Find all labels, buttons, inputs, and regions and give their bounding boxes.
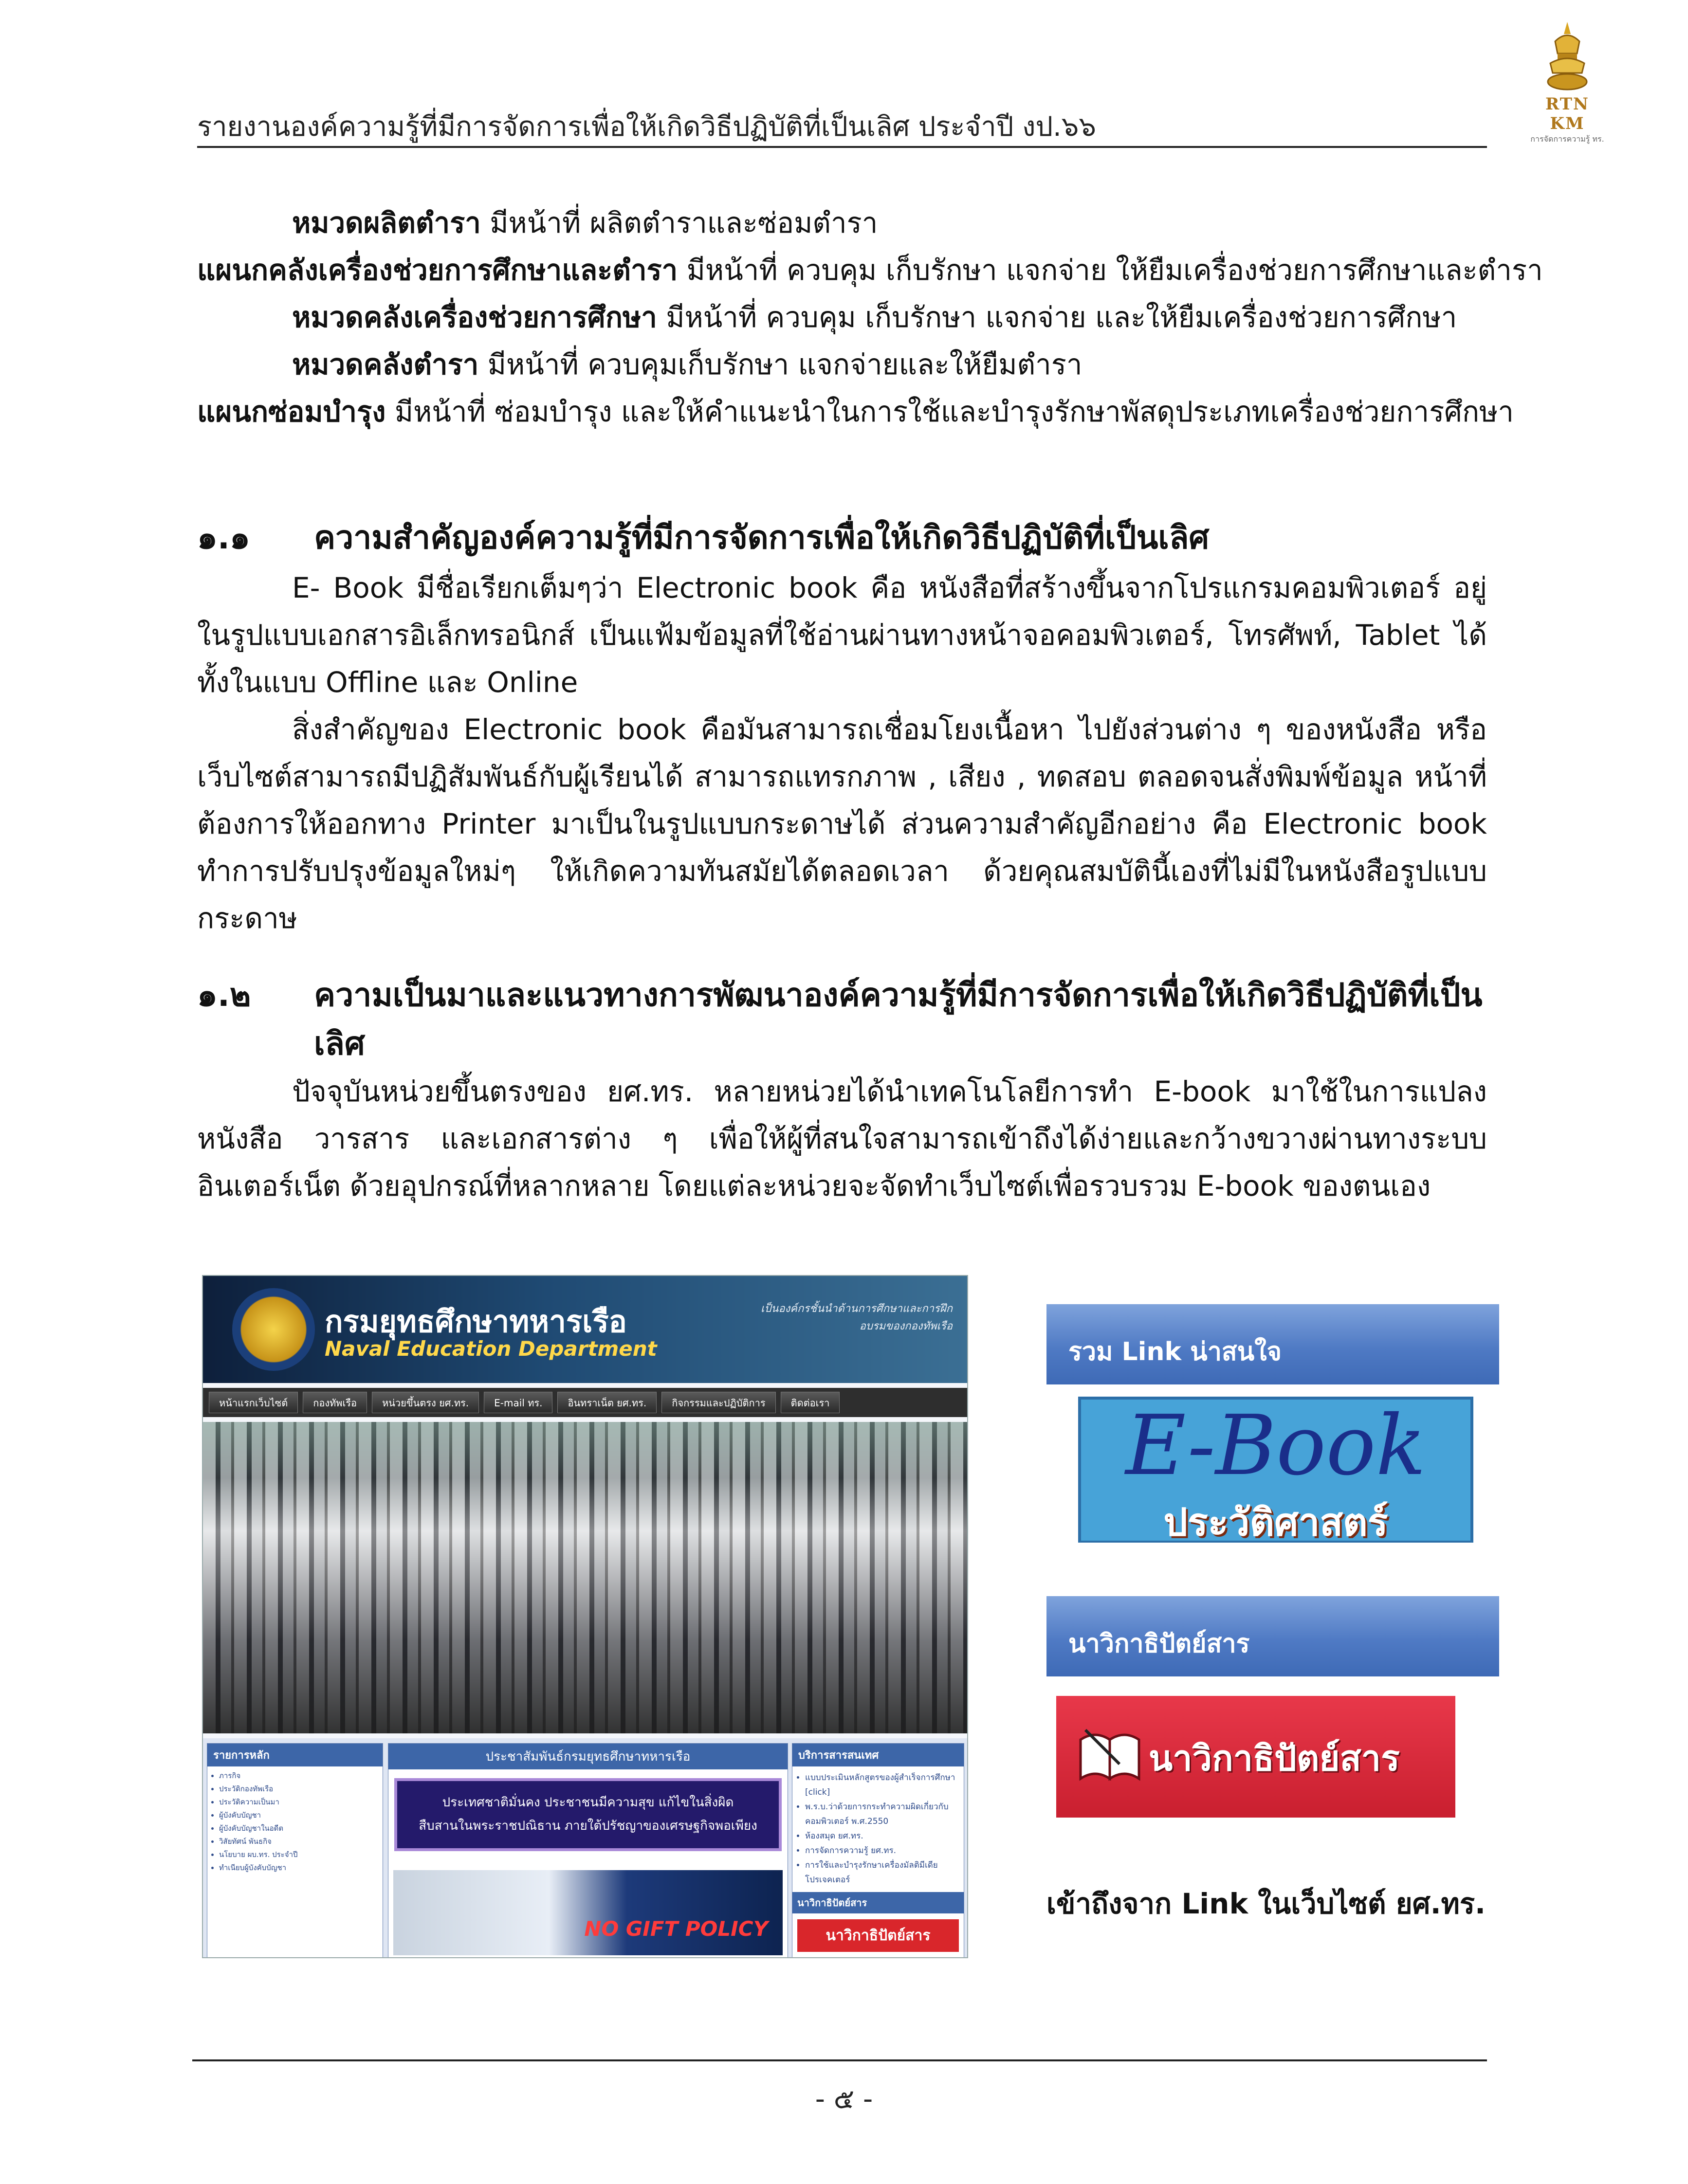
department-name: หมวดผลิตตำรา [292,206,481,239]
nav-item[interactable]: หน้าแรกเว็บไซต์ [209,1392,298,1413]
links-panel-title: รวม Link น่าสนใจ [1068,1337,1282,1366]
sidebar-link[interactable]: • ทำเนียบผู้บังคับบัญชา [219,1861,383,1875]
nav-item[interactable]: หน่วยขึ้นตรง ยศ.ทร. [372,1392,479,1413]
no-gift-policy-poster[interactable] [393,1870,783,1955]
sidebar-link[interactable]: • ประวัติความเป็นมา [219,1796,383,1809]
section-title: ความสำคัญองค์ความรู้ที่มีการจัดการเพื่อให้เกิดวิธีปฏิบัติที่เป็นเลิศ [314,519,1210,556]
section-paragraph: E- Book มีชื่อเรียกเต็มๆว่า Electronic book คือ หนังสือที่สร้างขึ้นจากโปรแกรมคอมพิวเตอร์ อยู่ในรูปแบบเอกสารอิเล็กทรอนิกส์ เป็นแฟ้มข้อมูลที่ใช้อ่านผ่านทางหน้าจอคอมพิวเตอร์, โทรศัพท์, Tablet ได้ทั้งในแบบ Offline และ Online [197,571,1487,699]
navi-journal-panel [1046,1596,1499,1825]
sidebar-link[interactable]: • ภารกิจ [219,1769,383,1783]
poster-text: NO GIFT POLICY [584,1917,768,1941]
sidebar-link[interactable]: • นโยบาย ผบ.ทร. ประจำปี [219,1848,383,1861]
motto-line: สืบสานในพระราชปณิธาน ภายใต้ปรัชญาของเศรษฐกิจพอเพียง [419,1819,757,1833]
motto-line: ประเทศชาติมั่นคง ประชาชนมีความสุข แก้ไขในสิ่งผิด [442,1795,734,1810]
section-title-continued: เลิศ [314,1025,365,1062]
nav-item[interactable]: กิจกรรมและปฏิบัติการ [661,1392,775,1413]
department-item [292,341,1082,388]
service-link[interactable]: • ห้องสมุด ยศ.ทร. [805,1829,964,1843]
website-news-panel [388,1743,788,1958]
department-desc: มีหน้าที่ ควบคุม เก็บรักษา แจกจ่าย ให้ยืมเครื่องช่วยการศึกษาและตำรา [678,254,1543,287]
open-book-icon [1076,1720,1144,1788]
department-desc: มีหน้าที่ ผลิตตำราและซ่อมตำรา [480,206,878,239]
section-heading [197,513,1209,562]
website-motto: เป็นองค์กรชั้นนำด้านการศึกษาและการฝึกอบรมของกองทัพเรือ [760,1303,953,1332]
navi-section-header: นาวิกาธิปัตย์สาร [792,1892,964,1913]
department-item [292,200,878,247]
nav-item[interactable]: อินทราเน็ต ยศ.ทร. [557,1392,657,1413]
department-item [197,247,1543,294]
sidebar-link[interactable]: • ผู้บังคับบัญชาในอดีต [219,1822,383,1835]
section-paragraph: สิ่งสำคัญของ Electronic book คือมันสามารถเชื่อมโยงเนื้อหา ไปยังส่วนต่าง ๆ ของหนังสือ หรือเว็บไซต์สามารถมีปฏิสัมพันธ์กับผู้เรียนได้ สามารถแทรกภาพ , เสียง , ทดสอบ ตลอดจนสั่งพิมพ์ข้อมูล หน้าที่ต้องการให้ออกทาง Printer มาเป็นในรูปแบบกระดาษได้ ส่วนความสำคัญอีกอย่าง คือ Electronic book ทำการปรับปรุงข้อมูลใหม่ๆ ให้เกิดความทันสมัยได้ตลอดเวลา ด้วยคุณสมบัตินี้เองที่ไม่มีในหนังสือรูปแบบกระดาษ [197,713,1487,935]
website-title-thai: กรมยุทธศึกษาทหารเรือ [325,1304,627,1339]
navi-panel-title: นาวิกาธิปัตย์สาร [1068,1629,1250,1658]
header-divider [197,146,1487,148]
section-heading [197,971,1492,1019]
department-name: แผนกคลังเครื่องช่วยการศึกษาและตำรา [197,254,678,287]
website-banner [203,1276,967,1383]
page-number: - ๕ - [815,2083,873,2115]
crown-emblem-icon [1541,19,1594,92]
section-title: ความเป็นมาและแนวทางการพัฒนาองค์ความรู้ที่มีการจัดการเพื่อให้เกิดวิธีปฏิบัติที่เป็น [314,976,1483,1014]
figure-caption: เข้าถึงจาก Link ในเว็บไซต์ ยศ.ทร. [1046,1887,1486,1920]
ebook-subtitle: ประวัติศาสตร์ [1163,1501,1388,1543]
navy-seal-icon [232,1288,315,1371]
ebook-history-banner[interactable] [1078,1397,1473,1543]
document-header-title: รายงานองค์ความรู้ที่มีการจัดการเพื่อให้เกิดวิธีปฏิบัติที่เป็นเลิศ ประจำปี งป.๖๖ [197,111,1096,143]
department-name: หมวดคลังเครื่องช่วยการศึกษา [292,301,657,334]
website-title-english: Naval Education Department [325,1337,657,1361]
nav-item[interactable]: กองทัพเรือ [303,1392,367,1413]
news-header: ประชาสัมพันธ์กรมยุทธศึกษาทหารเรือ [388,1744,788,1769]
section-paragraph: ปัจจุบันหน่วยขึ้นตรงของ ยศ.ทร. หลายหน่วยได้นำเทคโนโลยีการทำ E-book มาใช้ในการแปลงหนังสือ วารสาร และเอกสารต่าง ๆ เพื่อให้ผู้ที่สนใจสามารถเข้าถึงได้ง่ายและกว้างขวางผ่านทางระบบอินเตอร์เน็ต ด้วยอุปกรณ์ที่หลากหลาย โดยแต่ละหน่วยจะจัดทำเว็บไซต์เพื่อรวบรวม E-book ของตนเอง [197,1075,1487,1202]
department-item [197,388,1514,436]
service-link[interactable]: • การใช้และบำรุงรักษาเครื่องมัลติมีเดียโปรเจคเตอร์ [805,1858,964,1887]
navi-journal-banner[interactable] [1056,1696,1455,1818]
nav-item[interactable]: E-mail ทร. [484,1392,552,1413]
sidebar-link[interactable]: • วิสัยทัศน์ พันธกิจ [219,1835,383,1848]
navi-panel-header [1046,1596,1499,1676]
website-content-area [203,1738,967,1957]
department-desc: มีหน้าที่ ควบคุม เก็บรักษา แจกจ่าย และให้ยืมเครื่องช่วยการศึกษา [657,301,1457,334]
department-desc: มีหน้าที่ ซ่อมบำรุง และให้คำแนะนำในการใช้และบำรุงรักษาพัสดุประเภทเครื่องช่วยการศึกษา [385,395,1514,428]
service-link[interactable]: • แบบประเมินหลักสูตรของผู้สำเร็จการศึกษา [click] [805,1770,964,1800]
services-header: บริการสารสนเทศ [792,1744,964,1766]
navi-button[interactable]: นาวิกาธิปัตย์สาร [797,1919,959,1952]
navi-journal-label: นาวิกาธิปัตย์สาร [1149,1738,1400,1779]
department-item [292,294,1457,341]
logo-name: RTN KM [1545,94,1590,133]
website-nav-bar [203,1388,967,1417]
sidebar-header: รายการหลัก [207,1744,383,1766]
service-link[interactable]: • การจัดการความรู้ ยศ.ทร. [805,1843,964,1858]
service-link[interactable]: • พ.ร.บ.ว่าด้วยการกระทำความผิดเกี่ยวกับคอมพิวเตอร์ พ.ศ.2550 [805,1800,964,1829]
section-number: ๑.๒ [197,976,251,1014]
section-number: ๑.๑ [197,519,250,556]
links-panel-header [1046,1304,1499,1384]
sidebar-link[interactable]: • ประวัติกองทัพเรือ [219,1783,383,1796]
nav-item[interactable]: ติดต่อเรา [781,1392,840,1413]
logo-subtitle: การจัดการความรู้ ทร. [1530,134,1604,144]
rtn-km-logo [1528,19,1606,144]
ebook-title: E-Book [1125,1398,1426,1494]
sidebar-link[interactable]: • ผู้บังคับบัญชา [219,1809,383,1822]
department-name: แผนกซ่อมบำรุง [197,395,386,428]
website-sidebar [207,1743,383,1958]
footer-divider [192,2059,1487,2061]
interesting-links-panel [1046,1304,1499,1543]
website-services-panel [792,1743,964,1958]
ned-website-screenshot [202,1275,968,1958]
students-photo [203,1422,967,1733]
department-desc: มีหน้าที่ ควบคุมเก็บรักษา แจกจ่ายและให้ยืมตำรา [478,348,1083,381]
motto-board [394,1778,782,1851]
department-name: หมวดคลังตำรา [292,348,479,381]
